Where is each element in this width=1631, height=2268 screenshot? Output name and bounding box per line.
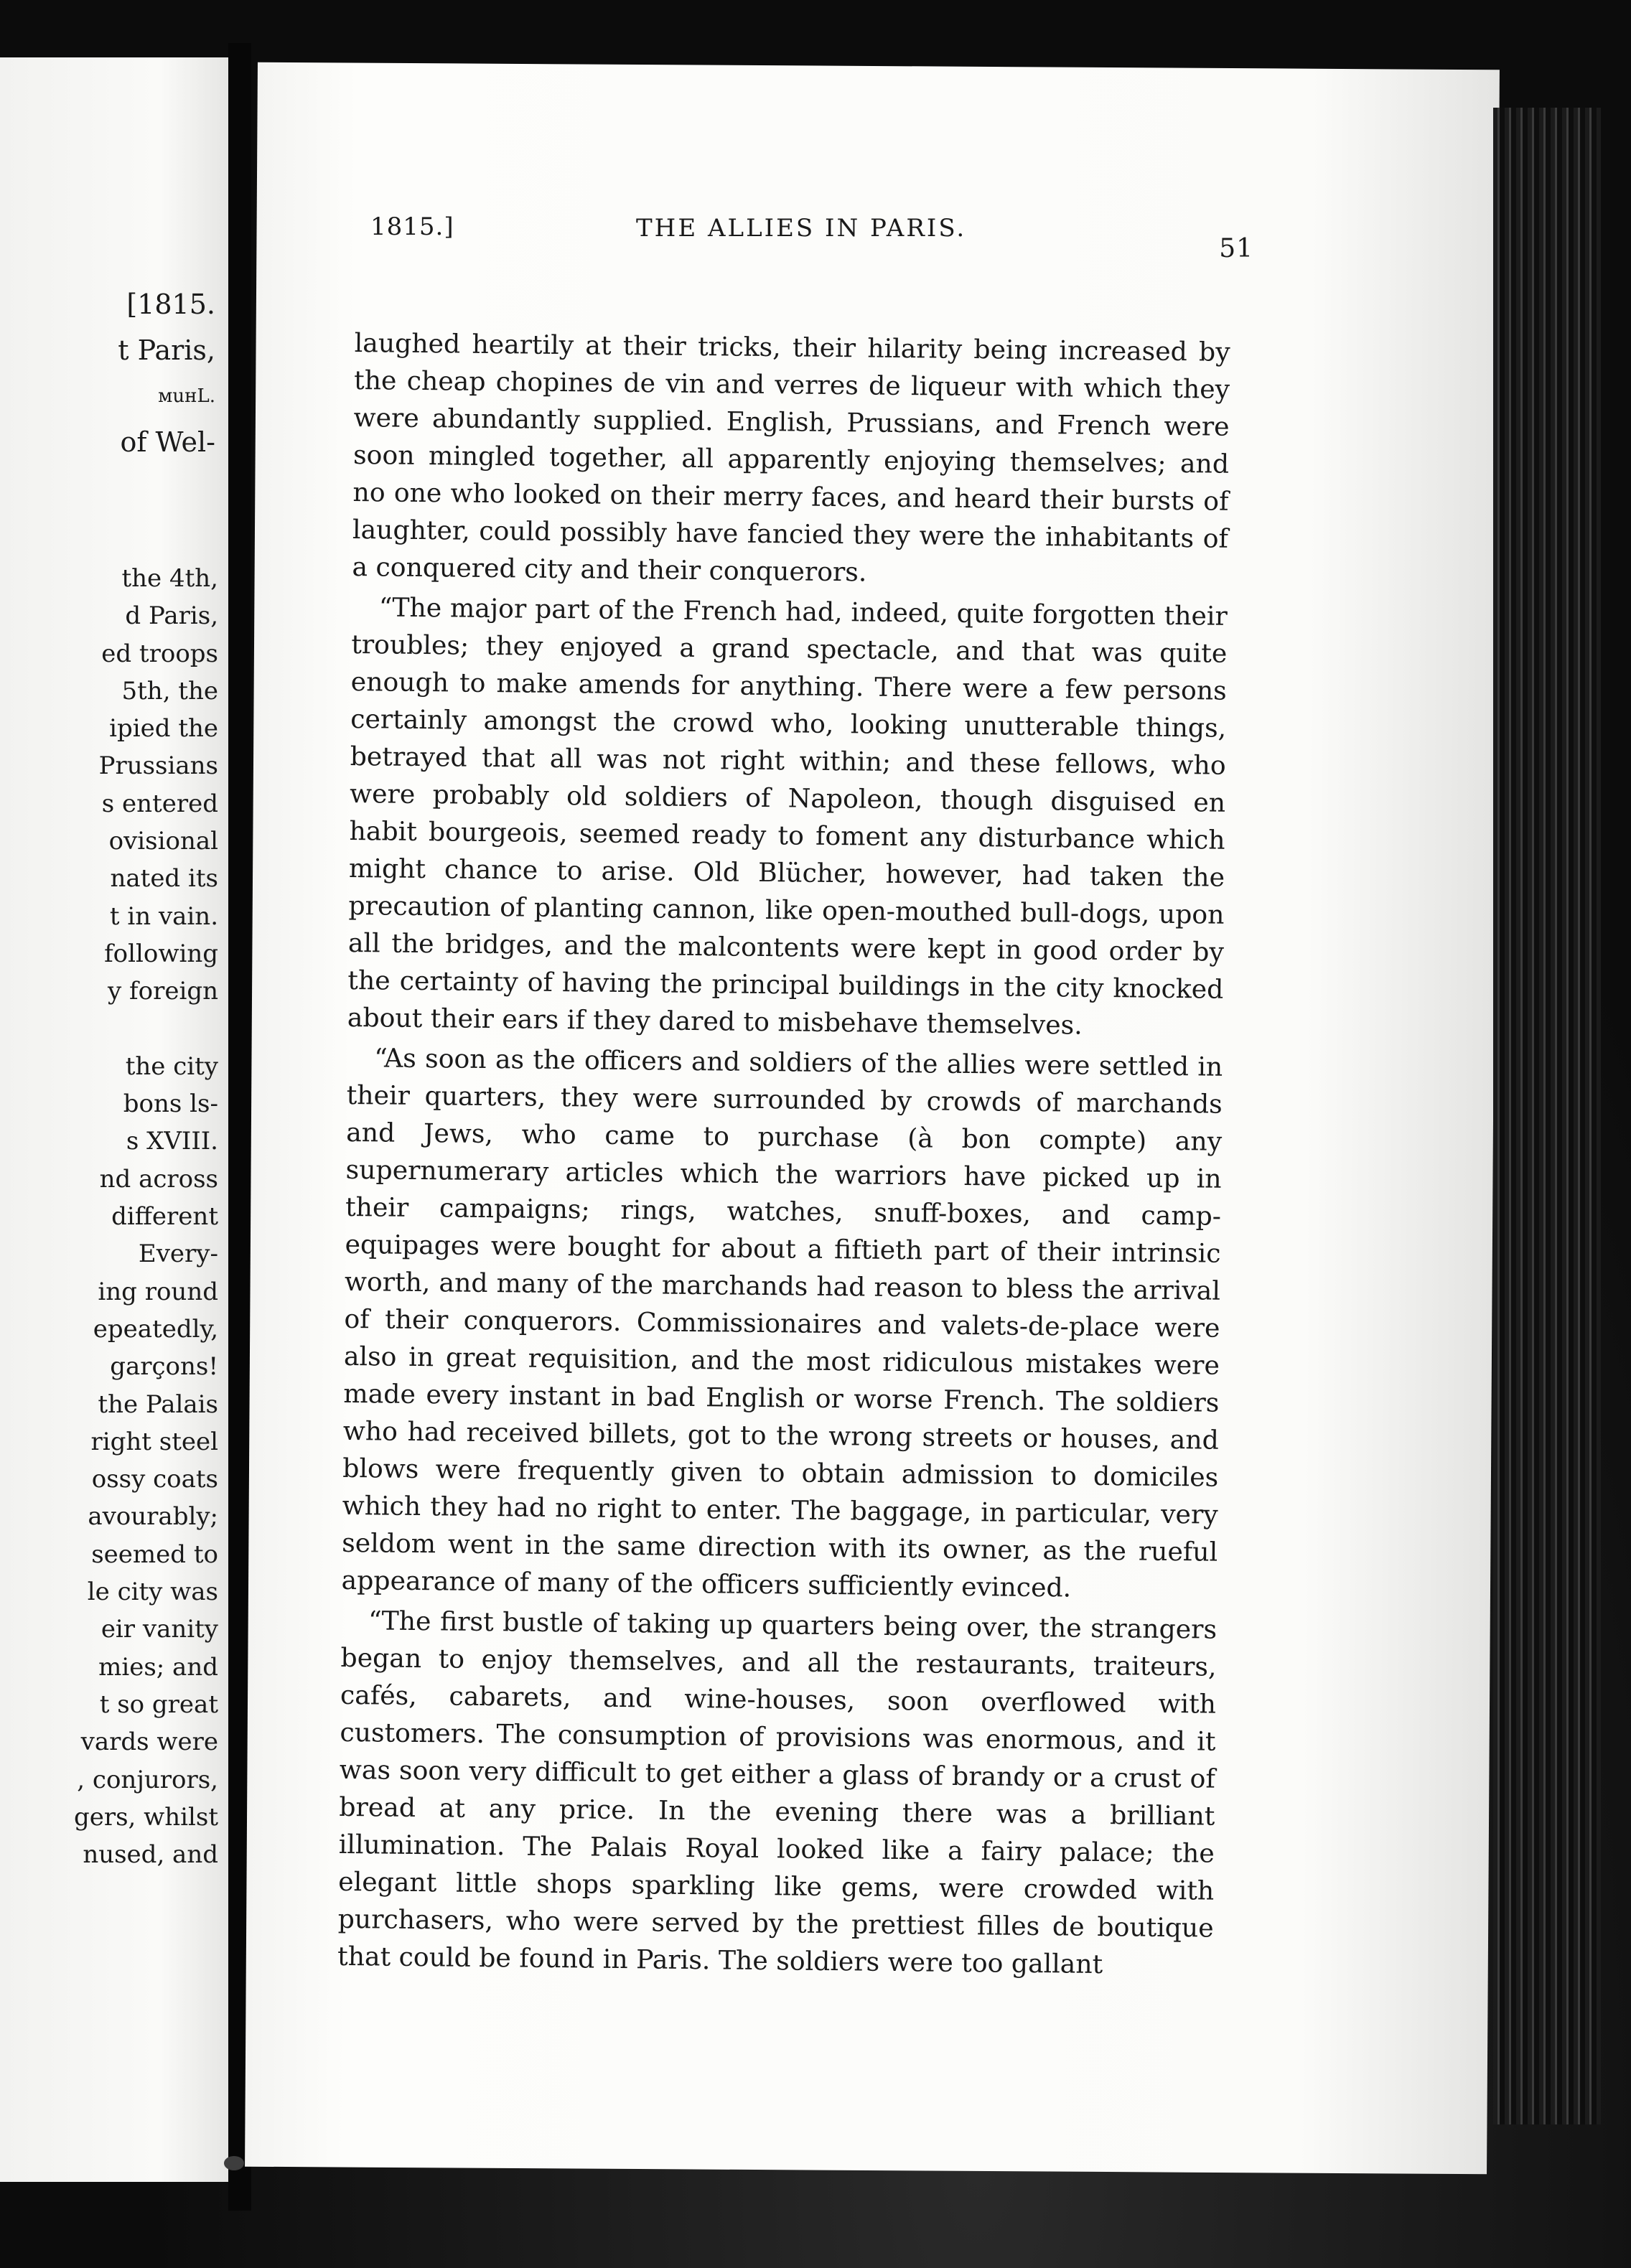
- left-page-line: y foreign: [108, 977, 218, 1006]
- body-text: [337, 324, 1230, 1987]
- left-page-line: right steel: [90, 1427, 218, 1456]
- running-head-title: THE ALLIES IN PARIS.: [636, 214, 967, 243]
- left-page-line: bons ls-: [123, 1090, 218, 1119]
- paragraph: “As soon as the officers and soldiers of the allies were settled in their quarters, they were surrounded by crowds of marchands and Jews, who came to purchase (à bon compte) any supernumerary articles which the warriors have picked up in their campaigns; rings, watches, snuff-boxes, and camp-equipages were bought for about a fiftieth part of their intrinsic worth, and many of the marchands had reason to bless the arrival of their conquerors. Commissionaires and valets-de-place were also in great requisition, and the most ridiculous mistakes were made every instant in bad English or worse French. The soldiers who had received billets, got to the wrong streets or houses, and blows were frequently given to obtain admission to domiciles which they had no right to enter. The baggage, in particular, very seldom went in the same direction with its owner, as the rueful appearance of many of the officers sufficiently evinced.: [341, 1042, 1223, 1603]
- left-page-line: the Palais: [98, 1390, 218, 1419]
- left-page-line: le city was: [87, 1578, 218, 1607]
- left-page-line: seemed to: [91, 1540, 218, 1569]
- left-page-line: garçons!: [110, 1352, 218, 1382]
- left-page-line: nated its: [110, 864, 218, 894]
- left-page-line: epeatedly,: [93, 1314, 218, 1344]
- paragraph: “The first bustle of taking up quarters being over, the strangers began to enjoy themselves, and all the restaurants, traiteurs, cafés, cabarets, and wine-houses, soon overflowed with customers. The consumption of provisions was enormous, and it was soon very difficult to get either a glass of brandy or a crust of bread at any price. In the evening there was a brilliant illumination. The Palais Royal looked like a fairy palace; the elegant little shops sparkling like gems, were crowded with purchasers, who were served by the prettiest filles de boutique that could be found in Paris. The soldiers were too gallant: [337, 1605, 1218, 1980]
- left-header-line: мuнL.: [158, 385, 215, 407]
- left-header-line: t Paris,: [118, 334, 215, 366]
- left-page-line: Prussians: [98, 751, 218, 781]
- page-edges: [1493, 108, 1601, 2124]
- left-page-line: mies; and: [98, 1652, 218, 1682]
- left-page-line: ing round: [98, 1277, 218, 1306]
- left-page-header: [118, 281, 215, 465]
- left-page-line: the city: [125, 1051, 218, 1081]
- paragraph: “The major part of the French had, indeed, quite forgotten their troubles; they enjoyed a grand spectacle, and that was quite enough to make amends for anything. There were a few persons certainly amongst the crowd who, looking unutterable things, betrayed that all was not right within; and these fellows, who were probably old soldiers of Napoleon, though disguised en habit bourgeois, seemed ready to foment any disturbance which might chance to arise. Old Blücher, however, had taken the precaution of planting cannon, like open-mouthed bull-dogs, upon all the bridges, and the malcontents were kept in good order by the certainty of having the principal buildings in the city knocked about their ears if they dared to misbehave themselves.: [347, 591, 1228, 1041]
- left-page-line: t so great: [99, 1690, 218, 1719]
- left-page-line: avourably;: [88, 1502, 218, 1532]
- left-page-line: ovisional: [108, 827, 218, 856]
- left-page-line: following: [104, 939, 218, 968]
- left-page-line: ossy coats: [91, 1465, 218, 1494]
- left-page-line: eir vanity: [101, 1615, 218, 1644]
- left-page-line: d Paris,: [125, 601, 218, 631]
- left-page-line: ed troops: [101, 639, 218, 668]
- paragraph: laughed heartily at their tricks, their hilarity being increased by the cheap chopines de vin and verres de liqueur with which they were abundantly supplied. English, Prussians, and French were soon mingled together, all apparently enjoying themselves; and no one who looked on their merry faces, and heard their bursts of laughter, could possibly have fancied they were the inhabitants of a conquered city and their conquerors.: [352, 327, 1230, 588]
- left-page-line: 5th, the: [121, 676, 218, 706]
- left-page-line: the 4th,: [121, 564, 218, 593]
- left-page-line: gers, whilst: [73, 1802, 218, 1832]
- left-page-line: different: [111, 1202, 218, 1232]
- left-page-line: [74, 1011, 218, 1048]
- left-page-line: s XVIII.: [126, 1127, 218, 1156]
- left-page-line: ipied the: [109, 714, 218, 744]
- left-page-line: vards were: [80, 1728, 218, 1757]
- left-header-line: of Wel-: [120, 426, 215, 458]
- left-page-line: nused, and: [83, 1840, 218, 1870]
- ink-blot: [224, 2156, 244, 2170]
- page-number: 51: [1219, 234, 1253, 263]
- left-page-line: t in vain.: [109, 901, 218, 931]
- left-page-line: s entered: [101, 789, 218, 818]
- left-page-line: nd across: [99, 1164, 218, 1194]
- left-page-line: , conjurors,: [77, 1765, 218, 1794]
- left-page-line: Every-: [138, 1240, 218, 1269]
- running-head: [370, 212, 1253, 263]
- running-head-year: 1815.]: [370, 212, 454, 241]
- left-header-line: [1815.: [126, 289, 215, 320]
- left-page-text: [74, 560, 218, 1873]
- left-facing-page: [0, 57, 228, 2182]
